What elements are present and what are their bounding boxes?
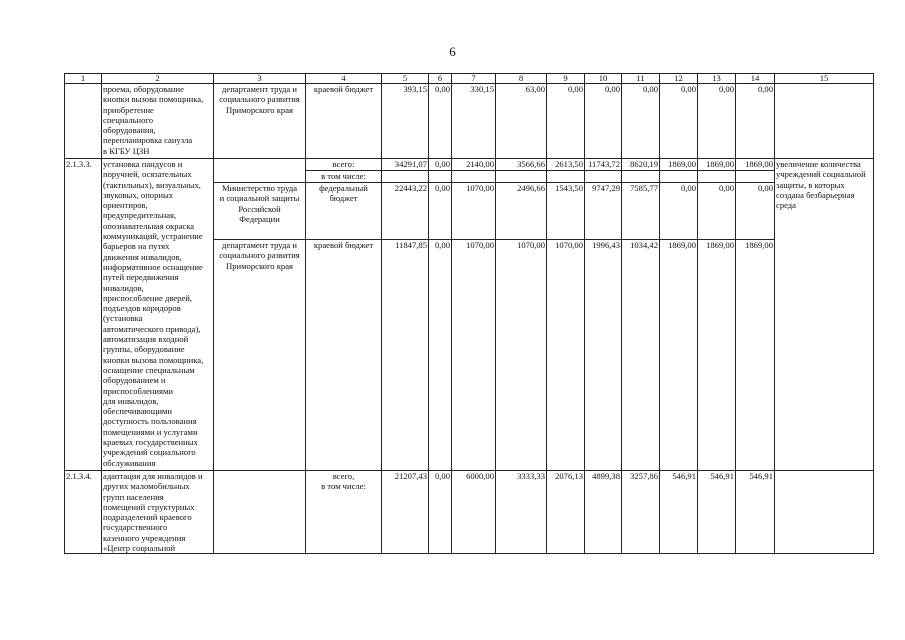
- executor-cell: Министерство труда и социальной защиты Российской Федерации: [214, 183, 306, 240]
- value-cell: 1070,00: [452, 183, 496, 240]
- value-cell: 0,00: [429, 159, 452, 171]
- empty-cell: [736, 171, 775, 183]
- program-table: [64, 73, 874, 554]
- value-cell: 1070,00: [496, 240, 547, 471]
- empty-cell: [622, 171, 660, 183]
- value-cell: 22443,22: [382, 183, 429, 240]
- value-cell: 0,00: [429, 84, 452, 159]
- value-cell: 21207,43: [382, 471, 429, 554]
- table-row: [65, 84, 874, 159]
- value-cell: 1869,00: [736, 159, 775, 171]
- value-cell: 1034,42: [622, 240, 660, 471]
- executor-cell: департамент труда и социального развития Приморского края: [214, 84, 306, 159]
- header-cell: 11: [622, 74, 660, 84]
- table-row: [65, 159, 874, 171]
- item-number-cell: 2.1.3.3.: [65, 159, 102, 471]
- result-cell: увеличение количества учреждений социальной защиты, в которых создана безбарьерная среда: [775, 159, 874, 471]
- value-cell: 0,00: [547, 84, 585, 159]
- value-cell: 0,00: [622, 84, 660, 159]
- total-label-cell: всего:: [306, 159, 382, 171]
- value-cell: 1543,50: [547, 183, 585, 240]
- value-cell: 8620,19: [622, 159, 660, 171]
- header-cell: 12: [660, 74, 698, 84]
- column-number-row: [65, 74, 874, 84]
- item-number-cell: [65, 84, 102, 159]
- activity-cell: адаптация для инвалидов и других маломобильных групп населения помещений структурных подразделений краевого государственного казенного учреждения «Центр социальной: [102, 471, 214, 554]
- header-cell: 15: [775, 74, 874, 84]
- value-cell: 3566,66: [496, 159, 547, 171]
- value-cell: 0,00: [585, 84, 622, 159]
- value-cell: 4899,38: [585, 471, 622, 554]
- header-cell: 7: [452, 74, 496, 84]
- including-label: в том числе:: [321, 481, 366, 492]
- page-number: 6: [449, 44, 456, 59]
- activity-cell: проема, оборудование кнопки вызова помощника, приобретение специального оборудования, перепланировка санузла в КГБУ ЦЗН: [102, 84, 214, 159]
- value-cell: 1869,00: [660, 240, 698, 471]
- value-cell: 1869,00: [736, 240, 775, 471]
- value-cell: 2076,13: [547, 471, 585, 554]
- empty-cell: [585, 171, 622, 183]
- empty-cell: [452, 171, 496, 183]
- value-cell: 3333,33: [496, 471, 547, 554]
- value-cell: 1869,00: [660, 159, 698, 171]
- header-cell: 5: [382, 74, 429, 84]
- source-cell: краевой бюджет: [306, 240, 382, 471]
- value-cell: 330,15: [452, 84, 496, 159]
- header-cell: 10: [585, 74, 622, 84]
- executor-cell: [214, 159, 306, 183]
- activity-cell: установка пандусов и поручней, осязательных (тактильных), визуальных, звуковых, опорных ориентиров, предупредительная, опознавательная окраска коммуникаций, устранение барьеров на путях движения инвалидов, информативное оснащение путей передвижения инвалидов, приспособление дверей, подъездов коридоров (установка автоматического привода), автоматизация входной группы, оборудование кнопки вызова помощника, оснащение специальным оборудованием и приспособлениями для инвалидов, обеспечивающими доступность пользования помещениями и услугами краевых государственных учреждений социального обслуживания: [102, 159, 214, 471]
- value-cell: 1869,00: [698, 159, 736, 171]
- value-cell: 0,00: [660, 84, 698, 159]
- value-cell: 2613,50: [547, 159, 585, 171]
- header-cell: 8: [496, 74, 547, 84]
- value-cell: 2496,66: [496, 183, 547, 240]
- source-cell: федеральный бюджет: [306, 183, 382, 240]
- value-cell: 1070,00: [547, 240, 585, 471]
- header-cell: 14: [736, 74, 775, 84]
- header-cell: 6: [429, 74, 452, 84]
- header-cell: 13: [698, 74, 736, 84]
- value-cell: 1996,43: [585, 240, 622, 471]
- total-label: всего,: [332, 471, 355, 481]
- empty-cell: [547, 171, 585, 183]
- value-cell: 0,00: [429, 240, 452, 471]
- header-cell: 4: [306, 74, 382, 84]
- value-cell: 6000,00: [452, 471, 496, 554]
- value-cell: 11847,85: [382, 240, 429, 471]
- value-cell: 1869,00: [698, 240, 736, 471]
- value-cell: 1070,00: [452, 240, 496, 471]
- executor-cell: департамент труда и социального развития Приморского края: [214, 240, 306, 471]
- including-label-cell: в том числе:: [306, 171, 382, 183]
- result-cell: [775, 84, 874, 159]
- table-row: [65, 471, 874, 554]
- value-cell: 0,00: [429, 471, 452, 554]
- header-cell: 1: [65, 74, 102, 84]
- empty-cell: [382, 171, 429, 183]
- value-cell: 0,00: [698, 183, 736, 240]
- value-cell: 34291,07: [382, 159, 429, 171]
- value-cell: 0,00: [660, 183, 698, 240]
- value-cell: 0,00: [429, 183, 452, 240]
- empty-cell: [660, 171, 698, 183]
- value-cell: 546,91: [736, 471, 775, 554]
- empty-cell: [698, 171, 736, 183]
- result-cell: [775, 471, 874, 554]
- value-cell: 0,00: [736, 183, 775, 240]
- value-cell: 3257,86: [622, 471, 660, 554]
- total-label-cell: [306, 471, 382, 554]
- value-cell: 7585,77: [622, 183, 660, 240]
- value-cell: 393,15: [382, 84, 429, 159]
- value-cell: 546,91: [698, 471, 736, 554]
- value-cell: 0,00: [736, 84, 775, 159]
- value-cell: 0,00: [698, 84, 736, 159]
- item-number-cell: 2.1.3.4.: [65, 471, 102, 554]
- value-cell: 546,91: [660, 471, 698, 554]
- header-cell: 3: [214, 74, 306, 84]
- value-cell: 2140,00: [452, 159, 496, 171]
- empty-cell: [496, 171, 547, 183]
- value-cell: 63,00: [496, 84, 547, 159]
- value-cell: 9747,29: [585, 183, 622, 240]
- source-cell: краевой бюджет: [306, 84, 382, 159]
- header-cell: 2: [102, 74, 214, 84]
- executor-cell: [214, 471, 306, 554]
- empty-cell: [429, 171, 452, 183]
- header-cell: 9: [547, 74, 585, 84]
- value-cell: 11743,72: [585, 159, 622, 171]
